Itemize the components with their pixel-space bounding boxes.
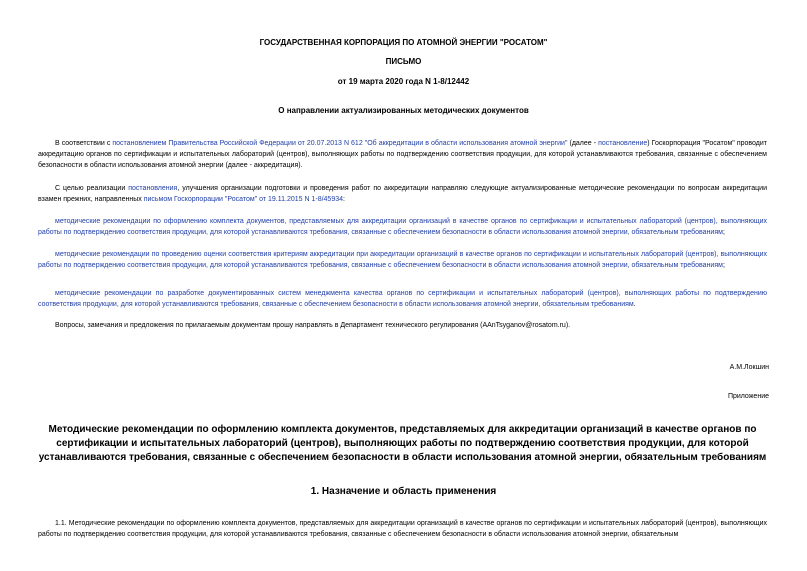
appendix-label: Приложение [727,393,769,400]
decree-link[interactable]: постановлением Правительства Российской Федерации от 20.07.2013 N 612 "Об аккредитации в области использования атомной энергии" [112,140,568,147]
text: ) Госкорпорация "Росатом" проводит аккредитацию органов по сертификации и испытательных лабораторий (центров), выполняющих работы по подтверждению соответствия продукции, для которой устанавливаются требования, связанные с обеспечением безопасности в области использования атомной энергии (далее - аккредитация). [38,140,767,169]
text: . [633,301,636,308]
text: ; [722,262,725,269]
decree-short-link[interactable]: постановление [598,140,648,147]
doc-list-item-1 [38,216,767,238]
section-heading: 1. Назначение и область применения [310,486,497,497]
doc-link-2[interactable]: методические рекомендации по проведению оценки соответствия критериям аккредитации при аккредитации организаций в качестве органов по сертификации и испытательных лабораторий (центров), выполняющих работы по подтверждению соответствия продукции, для которой устанавливаются требования, связанные с обеспечением безопасности в области использования атомной энергии, обязательным требованиям [38,251,767,269]
letter-link[interactable]: письмом Госкорпорации "Росатом" от 19.11.2015 N 1-8/45934 [143,196,344,203]
doc-list-item-3 [38,288,767,310]
doc-type: ПИСЬМО [385,57,422,66]
doc-list-item-2 [38,249,767,271]
text: (далее - [567,140,599,147]
doc-link-3[interactable]: методические рекомендации по разработке документированных систем менеджмента качества органов по сертификации и испытательных лабораторий (центров), выполняющих работы по подтверждению соответствия продукции, для которой устанавливаются требования, связанные с обеспечением безопасности в области использования атомной энергии, обязательным требованиям [38,290,767,308]
paragraph-questions: Вопросы, замечания и предложения по прилагаемым документам прошу направлять в Департамент технического регулирования (AAnTsyganov@rosatom.ru). [55,322,571,329]
appendix-title: Методические рекомендации по оформлению комплекта документов, представляемых для аккредитации организаций в качестве органов по сертификации и испытательных лабораторий (центров), выполняющих работы по подтверждению соответствия продукции, для которой устанавливаются требования, связанные с обеспечением безопасности в области использования атомной энергии, обязательным требованиям [38,424,767,463]
org-name: ГОСУДАРСТВЕННАЯ КОРПОРАЦИЯ ПО АТОМНОЙ ЭНЕРГИИ "РОСАТОМ" [259,38,548,47]
paragraph-purpose [38,183,767,205]
text: В соответствии с [55,140,113,147]
letter-subject: О направлении актуализированных методических документов [278,106,529,115]
decree-link-2[interactable]: постановления [128,185,178,192]
text: : [343,196,345,203]
date-number: от 19 марта 2020 года N 1-8/12442 [337,77,470,86]
text: С целью реализации [55,185,129,192]
doc-link-1[interactable]: методические рекомендации по оформлению комплекта документов, представляемых для аккредитации организаций в качестве органов по сертификации и испытательных лабораторий (центров), выполняющих работы по подтверждению соответствия продукции, для которой устанавливаются требования, связанные с обеспечением безопасности в области использования атомной энергии, обязательным требованиям [38,218,767,236]
signature: А.М.Локшин [729,364,769,371]
text: ; [722,229,725,236]
paragraph-1-1: 1.1. Методические рекомендации по оформлению комплекта документов, представляемых для аккредитации организаций в качестве органов по сертификации и испытательных лабораторий (центров), выполняющих работы по подтверждению соответствия продукции, для которой устанавливаются требования, связанные с обеспечением безопасности в области использования атомной энергии, обязательным [38,520,767,538]
paragraph-intro [38,138,767,171]
text: , улучшения организации подготовки и проведения работ по аккредитации направляю следующие актуализированные методические рекомендации по вопросам аккредитации взамен прежних, направленных [38,185,767,203]
